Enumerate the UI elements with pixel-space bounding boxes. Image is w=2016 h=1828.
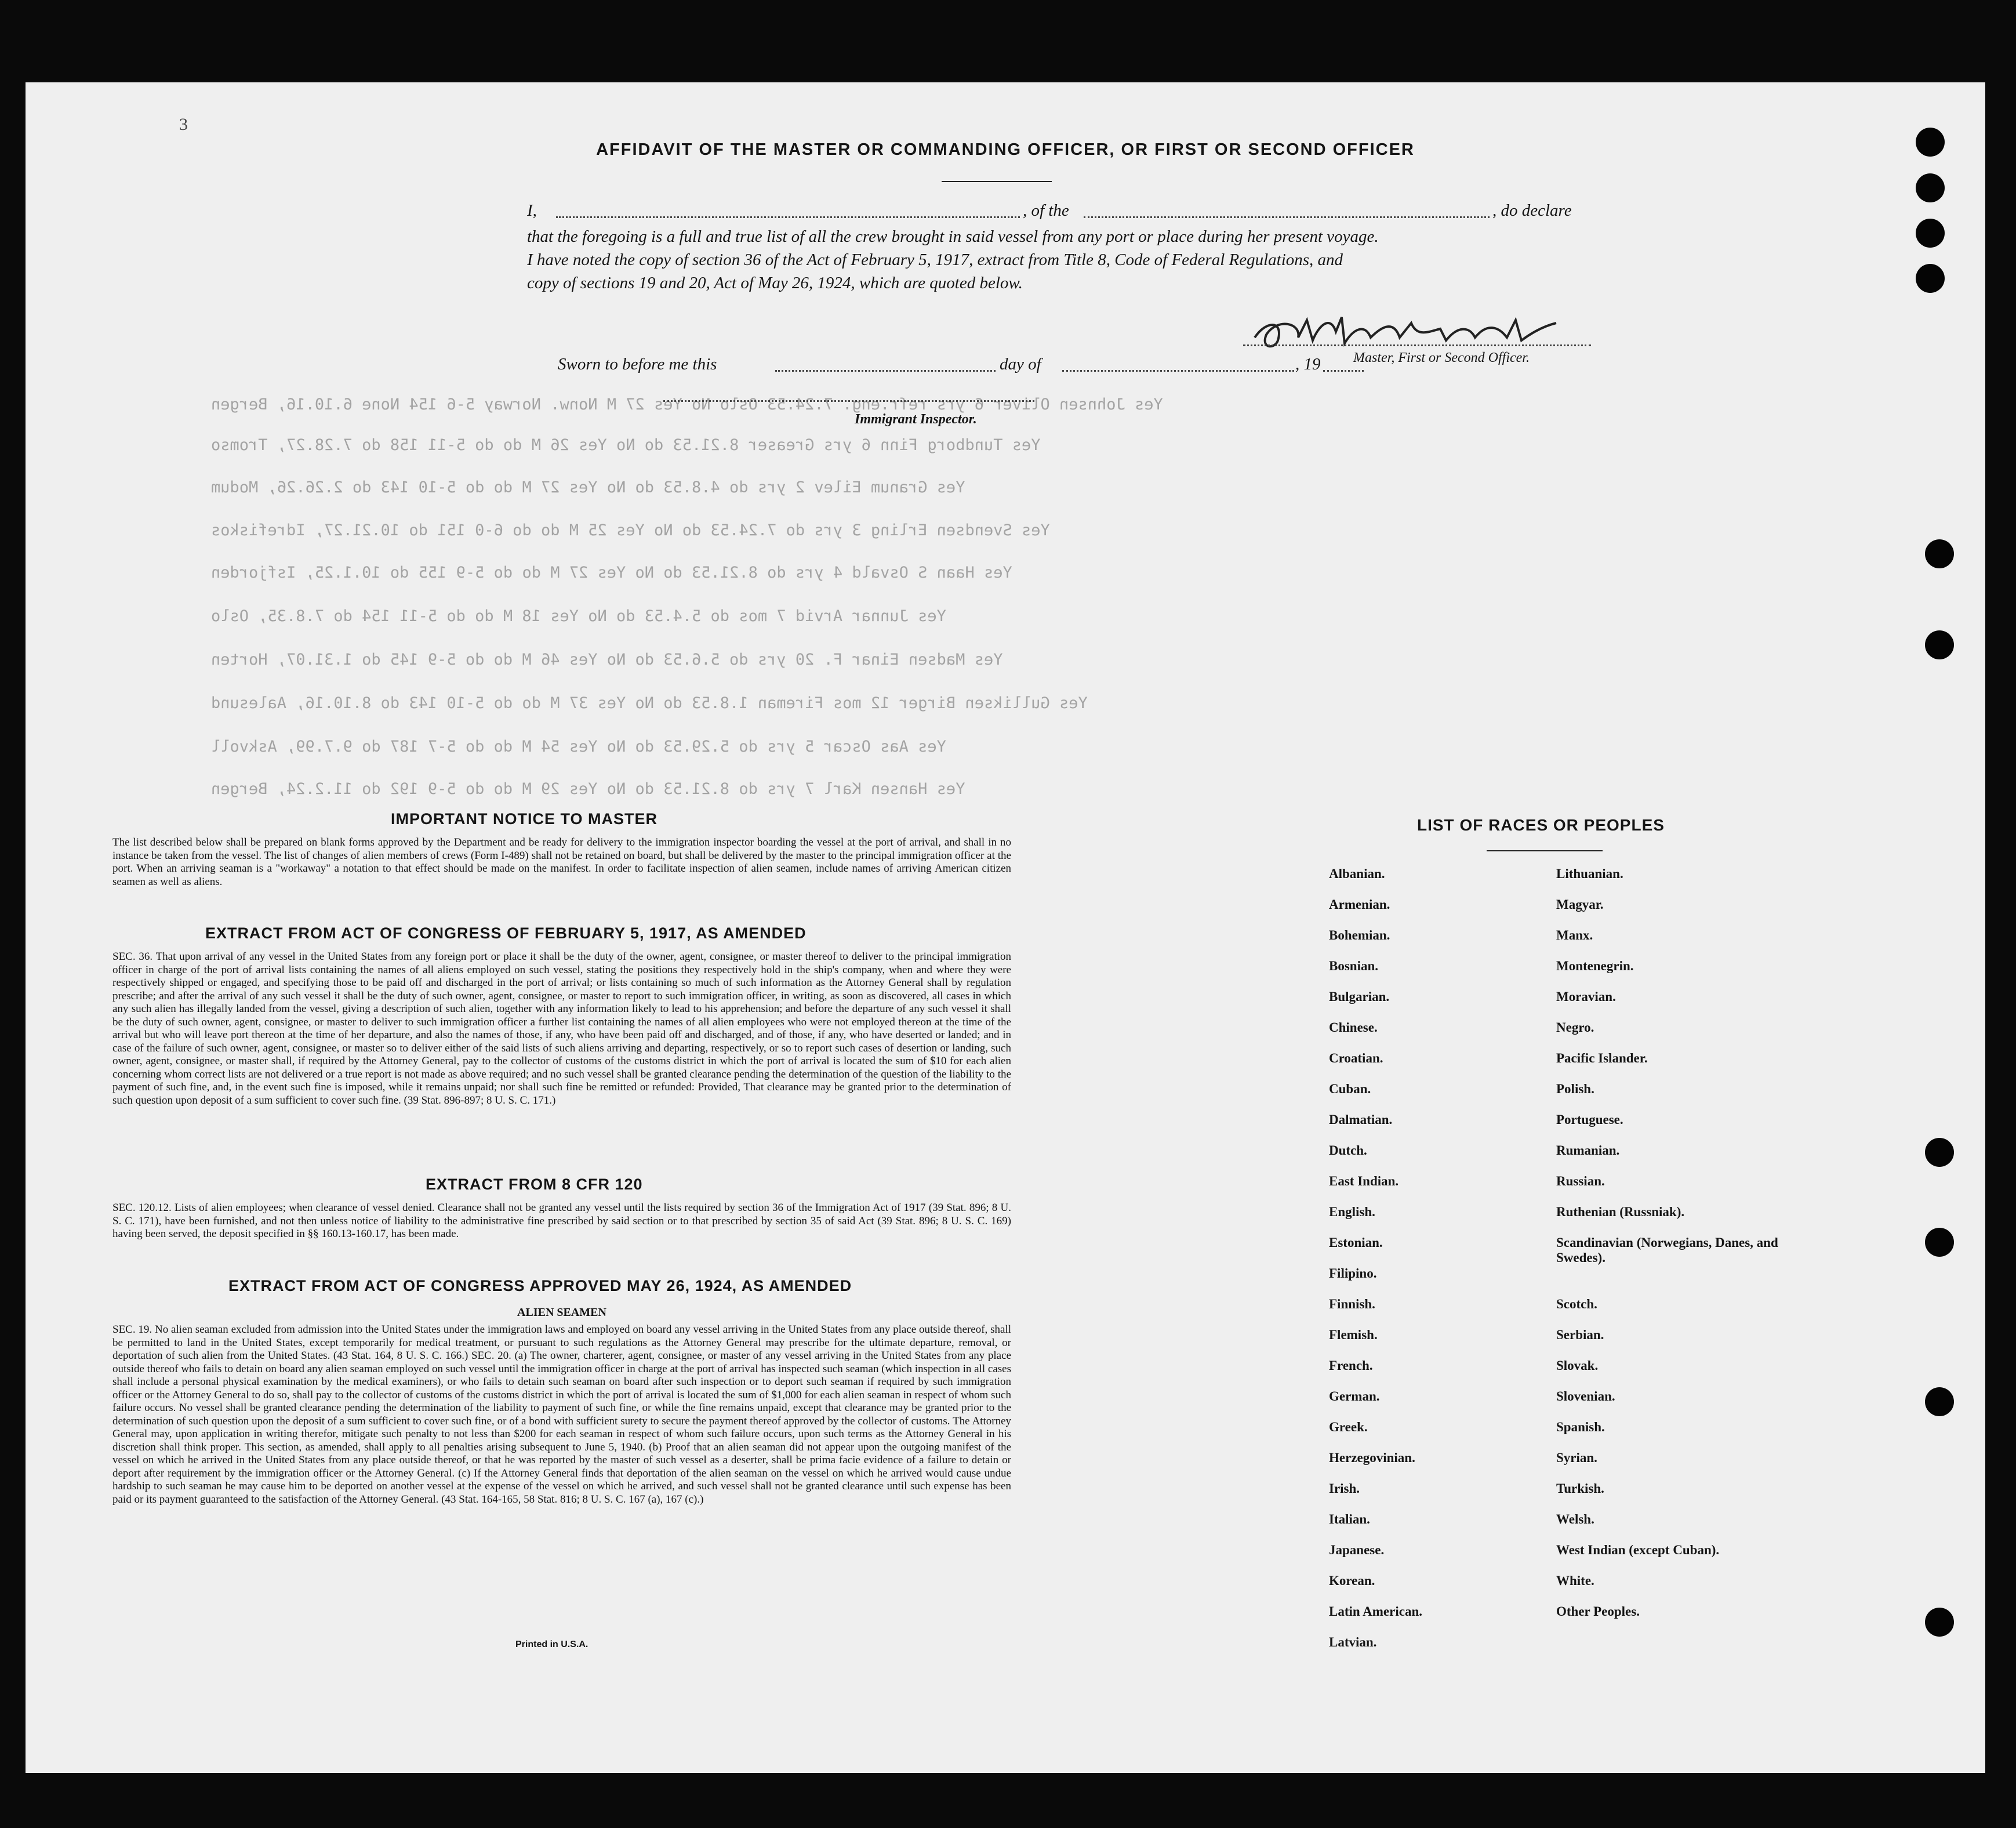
extract-1924-subtitle: ALIEN SEAMEN [517,1306,606,1319]
master-caption: Master, First or Second Officer. [1353,350,1530,365]
race-left-item: Bulgarian. [1329,989,1390,1004]
race-left-item: English. [1329,1205,1375,1219]
race-right-item: Moravian. [1556,989,1616,1004]
race-left-item: Armenian. [1329,897,1390,912]
inspector-caption: Immigrant Inspector. [855,412,977,427]
sworn-label: Sworn to before me this [558,355,717,373]
punch-hole-icon [1916,219,1945,248]
extract-cfr-title: EXTRACT FROM 8 CFR 120 [426,1176,643,1193]
races-divider [1487,850,1603,851]
race-left-item: Japanese. [1329,1543,1385,1557]
master-signature-line[interactable] [1243,344,1591,346]
extract-1924-body: SEC. 19. No alien seaman excluded from admission into the United States under the immigration laws and employed on board any vessel arriving in the United States from any place outside thereof, shall be permitted to land in the United States, except temporarily for medical treatment, or pursuant to such regulations as the Attorney General may prescribe for the ultimate departure, removal, or deportation of such alien from the United States. (43 Stat. 164, 8 U. S. C. 166.) SEC. 20. (a) The owner, charterer, agent, consignee, or master of any vessel arriving in the United States from any place outside thereof who fails to detain on board any alien seaman employed on such vessel until the immigration officer in charge at the port of arrival has inspected such seaman (which inspection in all cases shall include a personal physical examination by the medical examiners), or who fails to detain such seaman on board after such inspection or to deport such seaman if required by such immigration officer or the Attorney General to do so, shall pay to the collector of customs of the customs district in which the port of arrival is located the sum of $1,000 for each alien seaman in respect of whom such failure occurs. No vessel shall be granted clearance pending the determination of the liability to payment of such fine, or while the fine remains unpaid, except that clearance may be granted prior to the determination of such question upon the deposit of a sum sufficient to cover such fine, or of a bond with sufficient surety to secure the payment thereof approved by the collector of customs. The Attorney General may, upon application in writing therefor, mitigate such penalty to not less than $200 for each seaman in respect of whom such failure occurs, upon such terms as the Attorney General in his discretion shall think proper. This section, as amended, shall apply to all penalties arising subsequent to June 5, 1940. (b) Proof that an alien seaman did not appear upon the outgoing manifest of the vessel on which he arrived in the United States from any place outside thereof, or that he was reported by the master of such vessel as a deserter, shall be prima facie evidence of a failure to detain or deport after requirement by the immigration officer or the Attorney General. (c) If the Attorney General finds that deportation of the alien seaman on the vessel on which he arrived would cause undue hardship to such seaman he may cause him to be deported on another vessel at the expense of the vessel on which he arrived, and such vessel shall not be granted clearance until such expense has been paid or its payment guaranteed to the satisfaction of the Attorney General. (43 Stat. 164-165, 58 Stat. 816; 8 U. S. C. 167 (a), 167 (c).) [112,1323,1011,1506]
affidavit-line-4: copy of sections 19 and 20, Act of May 26, 1924, which are quoted below. [527,274,1023,292]
extract-1917-body: SEC. 36. That upon arrival of any vessel in the United States from any foreign port or place it shall be the duty of the owner, agent, consignee, or master thereof to deliver to the principal immigration officer in charge of the port of arrival lists containing the names of all aliens employed on such vessel, stating the positions they respectively hold in the ship's company, when and where they were respectively shipped or engaged, and specifying those to be paid off and discharged in the port of arrival; or lists containing so much of such information as the Attorney General shall by regulation prescribe; and after the arrival of any such vessel it shall be the duty of such owner, agent, consignee, or master to report to such immigration officer, in writing, as soon as discovered, all cases in which any such alien has illegally landed from the vessel, giving a description of such alien, together with any information likely to lead to his apprehension; and before the departure of any such vessel it shall be the duty of such owner, agent, consignee, or master to deliver to such immigration officer a further list containing the names of all alien employees who were not employed thereon at the time of the arrival but who will leave port thereon at the time of her departure, and also the names of those, if any, who have been paid off and discharged, and of those, if any, who have deserted or landed; and in case of the failure of such owner, agent, consignee, or master so to deliver either of the said lists of such aliens arriving and departing, respectively, or so to report such cases of desertion or landing, such owner, agent, consignee, or master shall, if required by the Attorney General, pay to the collector of customs of the customs district in which the port of arrival is located the sum of $10 for each alien concerning whom correct lists are not delivered or a true report is not made as above required; and no such vessel shall be granted clearance pending the determination of the question of the liability to the payment of such fine, and, in the event such fine is imposed, while it remains unpaid; nor shall such fine be remitted or refunded: Provided, That clearance may be granted prior to the determination of such question upon deposit of a sum sufficient to cover such fine. (39 Stat. 896-897; 8 U. S. C. 171.) [112,951,1011,1107]
do-declare-label: , do declare [1492,201,1572,220]
race-right-item: Negro. [1556,1020,1594,1035]
race-right-item: Manx. [1556,928,1593,942]
race-right-item: Slovak. [1556,1358,1599,1373]
races-title: LIST OF RACES OR PEOPLES [1417,816,1665,834]
bleed-through-row: Yes Haan S Osvald 4 yrs do 8.21.53 do No Yes 27 M do do 5-9 155 do 10.1.25, Isfjorden [211,564,1012,582]
race-left-item: Latvian. [1329,1635,1377,1649]
race-right-item: West Indian (except Cuban). [1556,1543,1720,1557]
race-left-item: Dalmatian. [1329,1112,1393,1127]
race-right-item: Portuguese. [1556,1112,1623,1127]
declarant-label: I, [527,201,537,220]
race-left-item: Finnish. [1329,1297,1375,1311]
race-left-item: Latin American. [1329,1604,1422,1619]
race-left-item: Filipino. [1329,1266,1377,1281]
race-right-item: Rumanian. [1556,1143,1620,1158]
printed-in-label: Printed in U.S.A. [515,1640,589,1649]
day-of-label: day of [1000,355,1041,373]
race-left-item: Albanian. [1329,866,1385,881]
race-left-item: Flemish. [1329,1328,1378,1342]
vessel-name-blank[interactable] [1084,216,1490,218]
race-left-item: Bosnian. [1329,959,1379,973]
affidavit-line-1 [527,201,1658,224]
race-right-item: Other Peoples. [1556,1604,1640,1619]
punch-hole-icon [1925,630,1954,659]
punch-hole-icon [1916,264,1945,293]
bleed-through-row: Yes Junnar Arvid 7 mos do 5.4.53 do No Yes 18 M do do 5-11 154 do 7.8.35, Oslo [211,607,946,625]
race-left-item: German. [1329,1389,1380,1403]
race-right-item: Welsh. [1556,1512,1594,1526]
punch-hole-icon [1925,1608,1954,1637]
race-right-item: Turkish. [1556,1481,1604,1496]
bleed-through-row: Yes Aas Oscar 5 yrs do 5.29.53 do No Yes 54 M do do 5-7 187 do 9.7.99, Askvoll [211,738,946,756]
declarant-name-blank[interactable] [556,216,1020,218]
punch-hole-icon [1916,173,1945,202]
race-left-item: East Indian. [1329,1174,1399,1188]
punch-hole-icon [1925,1138,1954,1167]
punch-hole-icon [1925,1228,1954,1257]
year-label: , 19 [1295,355,1321,373]
race-right-item: Pacific Islander. [1556,1051,1648,1065]
race-left-item: Chinese. [1329,1020,1378,1035]
race-right-item: Magyar. [1556,897,1604,912]
race-left-item: Herzegovinian. [1329,1450,1415,1465]
race-right-item: Lithuanian. [1556,866,1623,881]
page-mark: 3 [179,115,188,134]
bleed-through-row: Yes Granum Eilev 2 yrs do 4.8.53 do No Yes 27 M do do 5-10 143 do 2.26.26, Modum [211,478,965,496]
sworn-line [558,355,1370,378]
race-right-item: Serbian. [1556,1328,1604,1342]
race-right-item: Spanish. [1556,1420,1605,1434]
race-right-item: Ruthenian (Russniak). [1556,1205,1685,1219]
race-right-item: Scandinavian (Norwegians, Danes, and Swedes). [1556,1235,1778,1265]
bleed-through-row: Yes Svendsen Erling 3 yrs do 7.24.53 do No Yes 25 M do do 6-0 151 do 10.21.27, Idrefiskos [211,521,1050,539]
bleed-through-row: Yes Tundborg Finn 6 yrs Greaser 8.21.53 do No Yes 26 M do do 5-11 158 do 7.28.27, Tromso [211,436,1041,454]
affidavit-line-3: I have noted the copy of section 36 of the Act of February 5, 1917, extract from Title 8, Code of Federal Regulations, and [527,251,1343,269]
affidavit-form-page [26,82,1985,1773]
race-right-item: Scotch. [1556,1297,1597,1311]
bleed-through-row: Yes Gulliksen Birger 12 mos Fireman 1.8.53 do No Yes 37 M do do 5-10 143 do 8.10.16, Aalesund [211,694,1088,712]
extract-1917-title: EXTRACT FROM ACT OF CONGRESS OF FEBRUARY 5, 1917, AS AMENDED [205,924,807,942]
sworn-month-blank[interactable] [1062,370,1294,372]
race-left-item: Bohemian. [1329,928,1390,942]
race-right-item: Russian. [1556,1174,1605,1188]
race-right-item: Montenegrin. [1556,959,1634,973]
sworn-day-blank[interactable] [775,370,996,372]
race-left-item: Irish. [1329,1481,1360,1496]
extract-cfr-body: SEC. 120.12. Lists of alien employees; when clearance of vessel denied. Clearance shall not be granted any vessel until the lists required by section 36 of the Immigration Act of 1917 (39 Stat. 896; 8 U. S. C. 171), have been furnished, and not then unless notice of liability to the administrative fine prescribed by said section or to that prescribed by section 35 of said Act (39 Stat. 896; 8 U. S. C. 169) having been served, the deposit specified in §§ 160.13-160.17, has been made. [112,1202,1011,1240]
notice-title: IMPORTANT NOTICE TO MASTER [391,810,658,828]
affidavit-title: AFFIDAVIT OF THE MASTER OR COMMANDING OFFICER, OR FIRST OR SECOND OFFICER [596,140,1415,159]
bleed-through-row: Yes Hansen Karl 7 yrs do 8.21.53 do No Yes 29 M do do 5-9 192 do 11.2.24, Bergen [211,780,965,798]
race-left-item: Dutch. [1329,1143,1367,1158]
race-left-item: Greek. [1329,1420,1368,1434]
punch-hole-icon [1925,1387,1954,1416]
race-left-item: Italian. [1329,1512,1370,1526]
race-left-item: Croatian. [1329,1051,1383,1065]
race-left-item: Estonian. [1329,1235,1383,1250]
notice-body: The list described below shall be prepared on blank forms approved by the Department and be ready for delivery to the immigration inspector boarding the vessel at the port of arrival, and shall in no instance be taken from the vessel. The list of changes of alien members of crews (Form I-489) shall not be retained on board, but shall be delivered by the master to the principal immigration officer at the port. When an arriving seaman is a "workaway" a notation to that effect should be made on the manifest. In order to facilitate inspection of alien seamen, include names of arriving American citizen seamen as well as aliens. [112,836,1011,888]
race-right-item: Syrian. [1556,1450,1597,1465]
sworn-year-blank[interactable] [1323,370,1364,372]
title-divider [942,181,1052,182]
race-left-item: French. [1329,1358,1373,1373]
inspector-signature-line[interactable] [663,400,1034,402]
affidavit-line-2: that the foregoing is a full and true list of all the crew brought in said vessel from any port or place during her present voyage. [527,227,1379,246]
bleed-through-row: Yes Madsen Einar F. 20 yrs do 5.6.53 do No Yes 46 M do do 5-9 145 do 1.31.07, Horten [211,651,1003,669]
of-the-label: , of the [1023,201,1069,220]
race-right-item: White. [1556,1573,1594,1588]
extract-1924-title: EXTRACT FROM ACT OF CONGRESS APPROVED MAY 26, 1924, AS AMENDED [228,1277,852,1294]
race-left-item: Cuban. [1329,1082,1371,1096]
race-left-item: Korean. [1329,1573,1375,1588]
race-right-item: Polish. [1556,1082,1594,1096]
bleed-through-row: Yes Johnsen Oliver 6 yrs refr.eng. 7.24.53 Oslo No Yes 27 M Nonw. Norway 5-6 154 None 6.10.16, Bergen [211,396,1163,414]
punch-hole-icon [1925,539,1954,568]
race-right-item: Slovenian. [1556,1389,1615,1403]
